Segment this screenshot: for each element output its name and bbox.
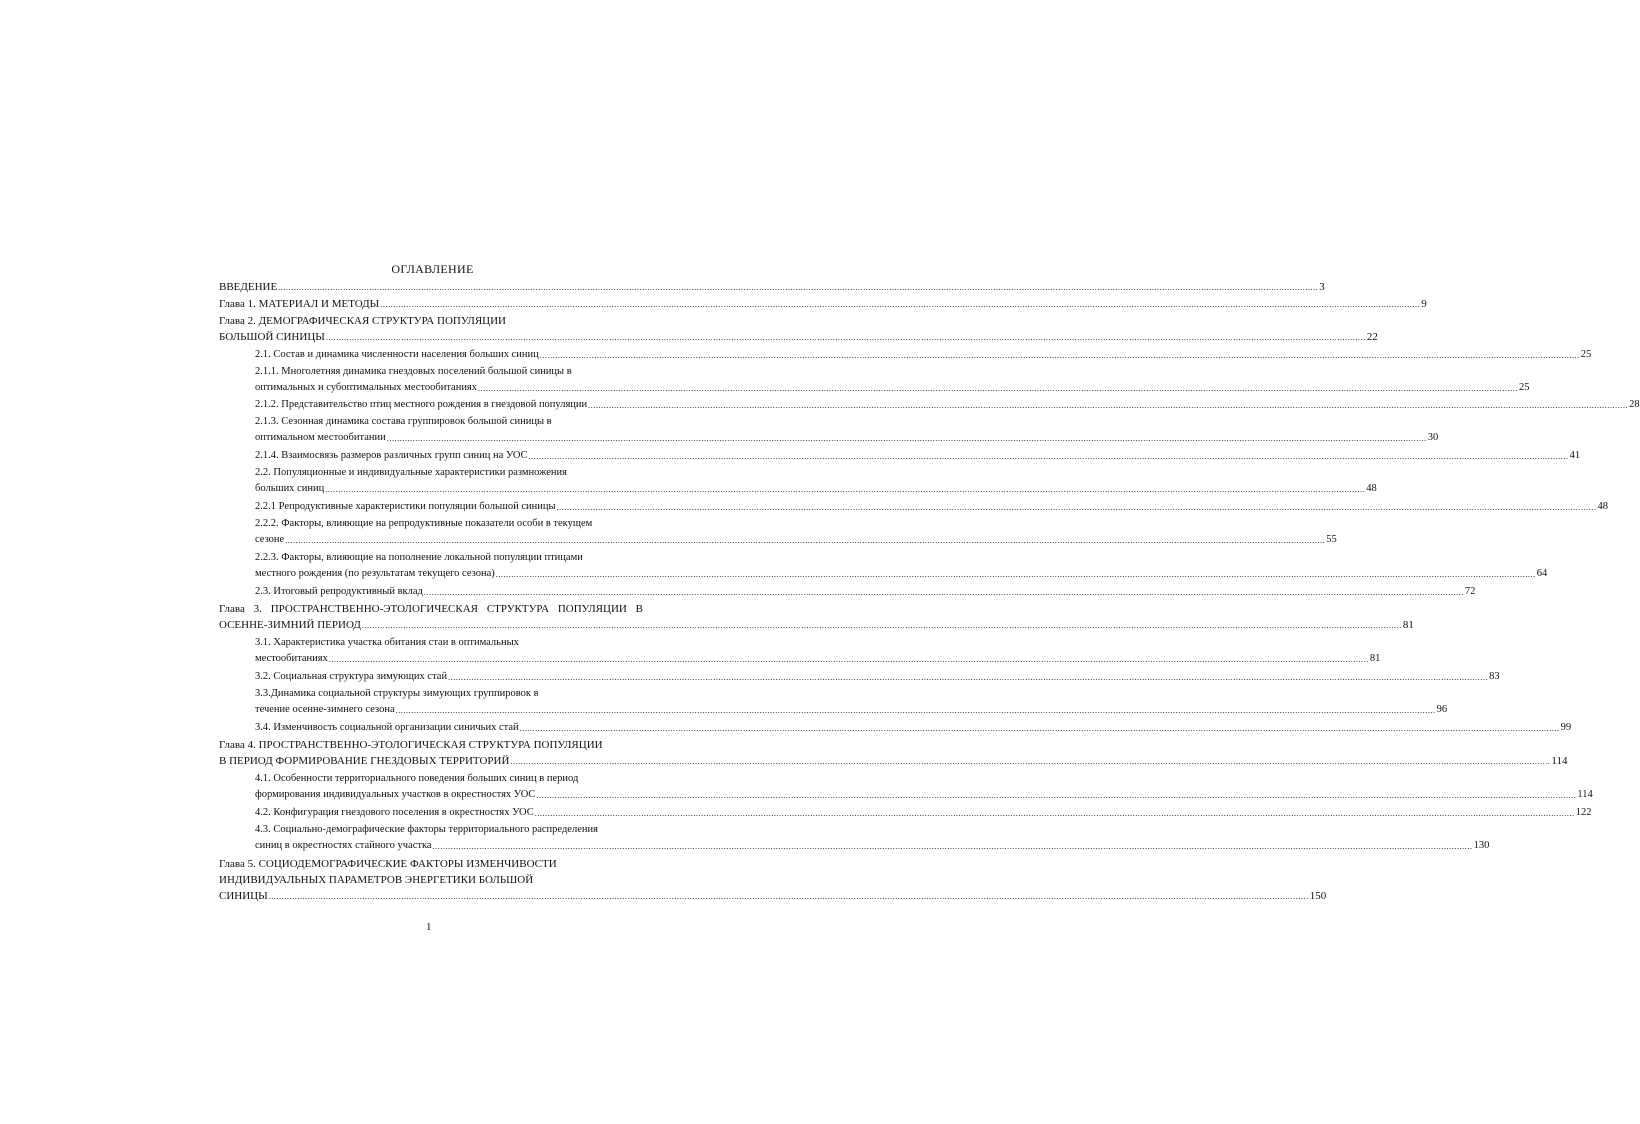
toc-entry-title-line: сезоне xyxy=(255,534,285,545)
toc-title: ОГЛАВЛЕНИЕ xyxy=(391,262,474,276)
toc-entry-page: 96 xyxy=(1436,704,1448,715)
toc-entry-chapter-3[interactable] xyxy=(219,601,1414,633)
dot-leader: ................................................................................................................................................................................................................................................................................................................................................................................................................ xyxy=(534,809,1575,818)
toc-entry-chapter-2[interactable] xyxy=(219,313,1378,345)
toc-entry-2-3[interactable] xyxy=(255,584,1476,600)
toc-entry-title-line: 2.2.2. Факторы, влияющие на репродуктивные показатели особи в текущем xyxy=(255,518,593,529)
toc-entry-title: 3.4. Изменчивость социальной организации синичьих стай xyxy=(255,722,519,733)
toc-entry-title-line: синиц в окрестностях стайного участка xyxy=(255,840,432,851)
dot-leader: ................................................................................................................................................................................................................................................................................................................................................................................................................ xyxy=(519,724,1560,733)
toc-entry-chapter-1[interactable] xyxy=(219,296,1427,312)
dot-leader: ................................................................................................................................................................................................................................................................................................................................................................................................................ xyxy=(278,283,1319,292)
dot-leader: ................................................................................................................................................................................................................................................................................................................................................................................................................ xyxy=(423,588,1464,597)
toc-entry-title-line: течение осенне-зимнего сезона xyxy=(255,704,395,715)
toc-entry-introduction[interactable] xyxy=(219,279,1325,295)
toc-entry-title-line: 3.1. Характеристика участка обитания стаи в оптимальных xyxy=(255,637,519,648)
toc-entry-page: 72 xyxy=(1464,586,1476,597)
toc-entry-page: 150 xyxy=(1309,890,1327,902)
toc-entry-title-line: оптимальных и субоптимальных местообитаниях xyxy=(255,382,478,393)
toc-entry-4-3[interactable] xyxy=(255,822,1490,854)
toc-entry-2-1-1[interactable] xyxy=(255,364,1530,396)
toc-entry-title-line: В ПЕРИОД ФОРМИРОВАНИЕ ГНЕЗДОВЫХ ТЕРРИТОРИЙ xyxy=(219,755,510,767)
toc-entry-2-2-2[interactable] xyxy=(255,516,1337,548)
toc-entry-page: 114 xyxy=(1551,755,1568,767)
toc-entry-title-line: 2.2.3. Факторы, влияющие на пополнение локальной популяции птицами xyxy=(255,552,583,563)
toc-entry-3-1[interactable] xyxy=(255,635,1381,667)
toc-entry-4-1[interactable] xyxy=(255,771,1593,803)
dot-leader: ................................................................................................................................................................................................................................................................................................................................................................................................................ xyxy=(448,673,1489,682)
dot-leader: ................................................................................................................................................................................................................................................................................................................................................................................................................ xyxy=(328,655,1369,664)
toc-entry-4-2[interactable] xyxy=(255,805,1592,821)
toc-entry-title-line: формирования индивидуальных участков в окрестностях УОС xyxy=(255,789,536,800)
dot-leader: ................................................................................................................................................................................................................................................................................................................................................................................................................ xyxy=(380,300,1421,309)
toc-entry-page: 114 xyxy=(1577,789,1593,800)
toc-entry-title-line: Глава 5. СОЦИОДЕМОГРАФИЧЕСКИЕ ФАКТОРЫ ИЗМЕНЧИВОСТИ xyxy=(219,858,557,870)
toc-entry-2-1[interactable] xyxy=(255,347,1592,363)
dot-leader: ................................................................................................................................................................................................................................................................................................................................................................................................................ xyxy=(510,757,1551,766)
toc-entry-title: Глава 1. МАТЕРИАЛ И МЕТОДЫ xyxy=(219,298,380,310)
dot-leader: ................................................................................................................................................................................................................................................................................................................................................................................................................ xyxy=(386,434,1427,443)
toc-entry-chapter-4[interactable] xyxy=(219,737,1568,769)
toc-entry-title: 2.3. Итоговый репродуктивный вклад xyxy=(255,586,423,597)
toc-entry-page: 81 xyxy=(1402,619,1414,631)
page-number: 1 xyxy=(426,921,432,933)
toc-entry-title-line: 2.2. Популяционные и индивидуальные характеристики размножения xyxy=(255,467,567,478)
toc-entry-title-line: 4.1. Особенности территориального поведения больших синиц в период xyxy=(255,773,579,784)
dot-leader: ................................................................................................................................................................................................................................................................................................................................................................................................................ xyxy=(432,842,1473,851)
toc-entry-page: 130 xyxy=(1473,840,1490,851)
dot-leader: ................................................................................................................................................................................................................................................................................................................................................................................................................ xyxy=(539,351,1580,360)
toc-entry-2-2[interactable] xyxy=(255,465,1377,497)
toc-entry-title: 2.1.2. Представительство птиц местного рождения в гнездовой популяции xyxy=(255,399,588,410)
toc-entry-2-1-2[interactable] xyxy=(255,397,1640,413)
toc-entry-page: 64 xyxy=(1536,568,1548,579)
dot-leader: ................................................................................................................................................................................................................................................................................................................................................................................................................ xyxy=(325,485,1366,494)
toc-entry-page: 48 xyxy=(1366,483,1377,494)
toc-entry-title-line: 2.1.1. Многолетняя динамика гнездовых поселений большой синицы в xyxy=(255,366,572,377)
toc-entry-title-line: 3.3.Динамика социальной структуры зимующих группировок в xyxy=(255,688,539,699)
dot-leader: ................................................................................................................................................................................................................................................................................................................................................................................................................ xyxy=(556,503,1597,512)
dot-leader: ................................................................................................................................................................................................................................................................................................................................................................................................................ xyxy=(528,452,1569,461)
toc-entry-page: 122 xyxy=(1575,807,1592,818)
toc-entry-title-line: 2.1.3. Сезонная динамика состава группировок большой синицы в xyxy=(255,416,552,427)
dot-leader: ................................................................................................................................................................................................................................................................................................................................................................................................................ xyxy=(325,333,1366,342)
dot-leader: ................................................................................................................................................................................................................................................................................................................................................................................................................ xyxy=(536,791,1577,800)
toc-entry-2-2-1[interactable] xyxy=(255,499,1609,515)
toc-entry-page: 99 xyxy=(1560,722,1572,733)
dot-leader: ................................................................................................................................................................................................................................................................................................................................................................................................................ xyxy=(478,384,1519,393)
toc-entry-2-2-3[interactable] xyxy=(255,550,1548,582)
toc-entry-title-line: Глава 3. ПРОСТРАНСТВЕННО-ЭТОЛОГИЧЕСКАЯ СТРУКТУРА ПОПУЛЯЦИИ В xyxy=(219,603,643,615)
toc-entry-3-3[interactable] xyxy=(255,686,1448,718)
dot-leader: ................................................................................................................................................................................................................................................................................................................................................................................................................ xyxy=(495,570,1536,579)
toc-entry-title-line: СИНИЦЫ xyxy=(219,890,268,902)
toc-entry-page: 28 xyxy=(1629,399,1640,410)
toc-entry-page: 22 xyxy=(1366,331,1378,343)
toc-entry-title: 3.2. Социальная структура зимующих стай xyxy=(255,671,448,682)
toc-entry-title-line: ИНДИВИДУАЛЬНЫХ ПАРАМЕТРОВ ЭНЕРГЕТИКИ БОЛЬШОЙ xyxy=(219,874,534,886)
toc-entry-page: 30 xyxy=(1427,432,1439,443)
toc-entry-page: 25 xyxy=(1580,349,1592,360)
toc-entry-page: 9 xyxy=(1421,298,1427,310)
toc-entry-2-1-3[interactable] xyxy=(255,414,1439,446)
toc-entry-page: 55 xyxy=(1326,534,1337,545)
toc-entry-title-line: БОЛЬШОЙ СИНИЦЫ xyxy=(219,331,325,343)
toc-entry-page: 83 xyxy=(1489,671,1500,682)
toc-entry-title-line: больших синиц xyxy=(255,483,325,494)
toc-entry-3-2[interactable] xyxy=(255,669,1500,685)
toc-entry-title-line: оптимальном местообитании xyxy=(255,432,386,443)
toc-entry-3-4[interactable] xyxy=(255,720,1572,736)
toc-entry-page: 48 xyxy=(1597,501,1609,512)
toc-entry-page: 3 xyxy=(1319,281,1325,293)
toc-entry-title: 2.2.1 Репродуктивные характеристики популяции большой синицы xyxy=(255,501,556,512)
toc-entry-title-line: местообитаниях xyxy=(255,653,328,664)
toc-entry-chapter-5[interactable] xyxy=(219,856,1327,904)
toc-entry-title: ВВЕДЕНИЕ xyxy=(219,281,278,293)
dot-leader: ................................................................................................................................................................................................................................................................................................................................................................................................................ xyxy=(268,892,1309,901)
toc-entry-2-1-4[interactable] xyxy=(255,448,1581,464)
dot-leader: ................................................................................................................................................................................................................................................................................................................................................................................................................ xyxy=(588,401,1629,410)
toc-entry-page: 25 xyxy=(1519,382,1530,393)
toc-entry-page: 81 xyxy=(1369,653,1381,664)
toc-entry-title-line: Глава 4. ПРОСТРАНСТВЕННО-ЭТОЛОГИЧЕСКАЯ СТРУКТУРА ПОПУЛЯЦИИ xyxy=(219,739,603,751)
toc-entry-title-line: Глава 2. ДЕМОГРАФИЧЕСКАЯ СТРУКТУРА ПОПУЛЯЦИИ xyxy=(219,315,507,327)
dot-leader: ................................................................................................................................................................................................................................................................................................................................................................................................................ xyxy=(285,536,1326,545)
dot-leader: ................................................................................................................................................................................................................................................................................................................................................................................................................ xyxy=(361,621,1402,630)
toc-entry-title-line: ОСЕННЕ-ЗИМНИЙ ПЕРИОД xyxy=(219,619,361,631)
toc-entry-title: 2.1. Состав и динамика численности населения больших синиц xyxy=(255,349,539,360)
toc-entry-title-line: местного рождения (по результатам текущего сезона) xyxy=(255,568,495,579)
toc-entry-title: 4.2. Конфигурация гнездового поселения в окрестностях УОС xyxy=(255,807,534,818)
dot-leader: ................................................................................................................................................................................................................................................................................................................................................................................................................ xyxy=(395,706,1436,715)
toc-entry-title-line: 4.3. Социально-демографические факторы территориального распределения xyxy=(255,824,598,835)
toc-entry-title: 2.1.4. Взаимосвязь размеров различных групп синиц на УОС xyxy=(255,450,528,461)
toc-entry-page: 41 xyxy=(1569,450,1581,461)
